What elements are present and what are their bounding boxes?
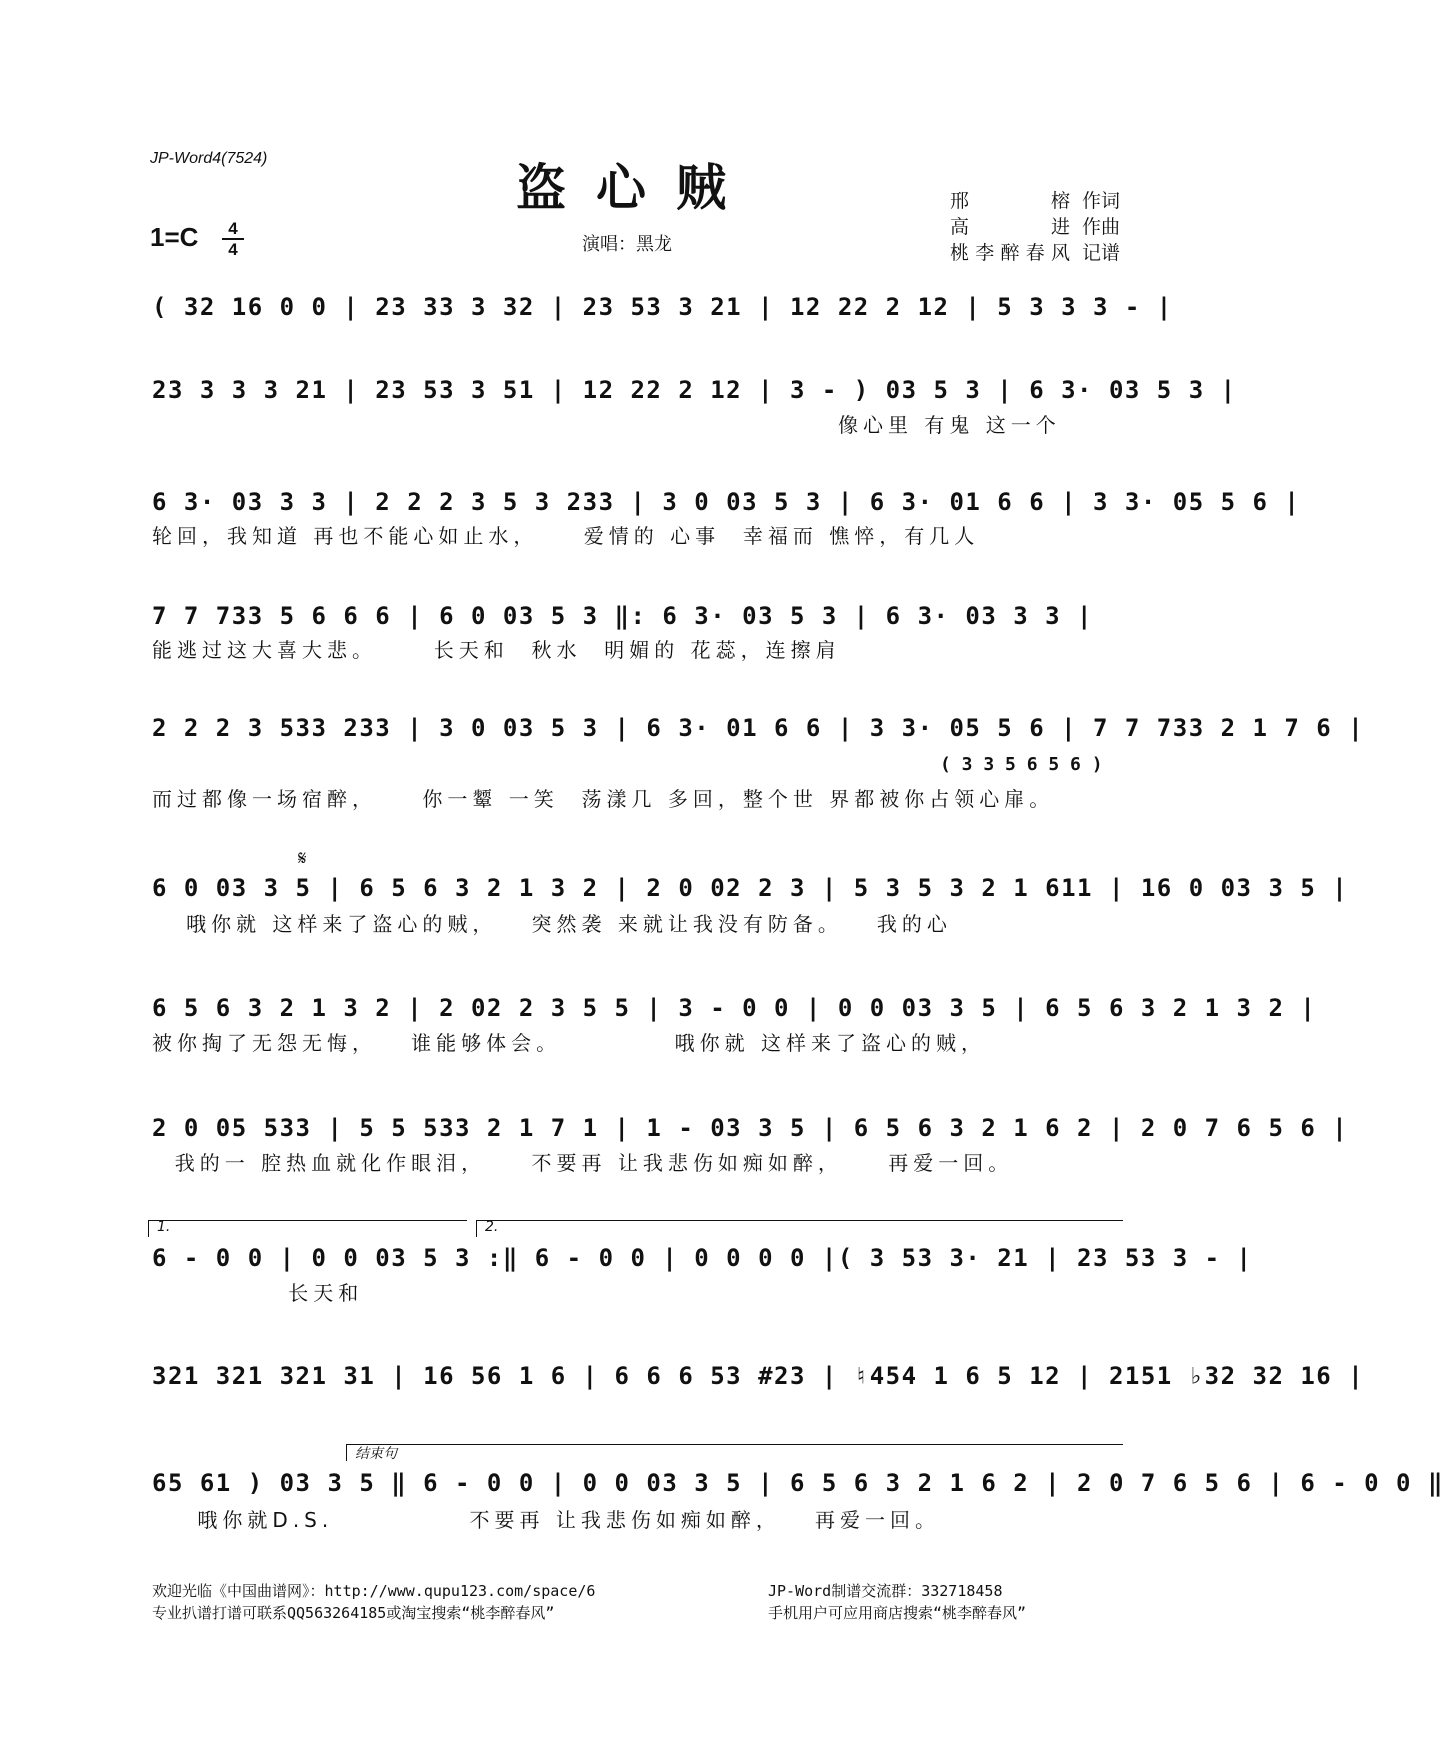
- score-line-11: 65 61 ) 03 3 5 ‖ 6 - 0 0 | 0 0 03 3 5 | 6 5 6 3 2 1 6 2 | 2 0 7 6 5 6 | 6 - 0 0 ‖: [152, 1469, 1444, 1497]
- score-line-6: 6 0 03 3 5 | 6 5 6 3 2 1 3 2 | 2 0 02 2 3 | 5 3 5 3 2 1 611 | 16 0 03 3 5 |: [152, 874, 1349, 902]
- score-line-8: 2 0 05 533 | 5 5 533 2 1 7 1 | 1 - 03 3 5 | 6 5 6 3 2 1 6 2 | 2 0 7 6 5 6 |: [152, 1114, 1349, 1142]
- lyric-line-4: 能逃过这大喜大悲。 长天和 秋水 明媚的 花蕊，连擦肩: [152, 638, 841, 662]
- lyric-line-5: 而过都像一场宿醉， 你一颦 一笑 荡漾几 多回，整个世 界都被你占领心扉。: [152, 787, 1055, 811]
- score-line-10: 321 321 321 31 | 16 56 1 6 | 6 6 6 53 #23 | ♮454 1 6 5 12 | 2151 ♭32 32 16 |: [152, 1362, 1365, 1390]
- transcriber-credit: [950, 238, 1120, 265]
- composer-credit: [950, 212, 1120, 239]
- footer-left-line-2: 专业扒谱打谱可联系QQ563264185或淘宝搜索“桃李醉春风”: [152, 1604, 555, 1622]
- lyricist-credit: [950, 186, 1120, 213]
- footer-right-line-2: 手机用户可应用商店搜索“桃李醉春风”: [768, 1604, 1027, 1622]
- ending-bracket: [346, 1444, 1123, 1461]
- credit-name: 邢 榕: [950, 190, 1070, 212]
- volta-1-bracket: [148, 1220, 467, 1237]
- lyric-line-8: 我的一 腔热血就化作眼泪， 不要再 让我悲伤如痴如醉， 再爱一回。: [152, 1151, 1014, 1175]
- segno-sign: 𝄋: [298, 846, 307, 870]
- score-line-5: 2 2 2 3 533 233 | 3 0 03 5 3 | 6 3· 01 6 6 | 3 3· 05 5 6 | 7 7 733 2 1 7 6 |: [152, 714, 1365, 742]
- credit-name: 桃李醉春风: [950, 242, 1070, 264]
- lyric-line-3: 轮回，我知道 再也不能心如止水， 爱情的 心事 幸福而 憔悴，有几人: [152, 524, 980, 548]
- time-sig-top: 4: [228, 219, 238, 238]
- lyric-line-2: 像心里 有鬼 这一个: [838, 413, 1061, 437]
- volta-2-bracket: [476, 1220, 1123, 1237]
- ending-label: 结束句: [355, 1446, 397, 1462]
- time-sig-bottom: 4: [228, 240, 238, 259]
- key-signature: 1=C: [150, 222, 199, 252]
- volta-2-label: 2.: [485, 1219, 499, 1235]
- credit-role: 作曲: [1082, 216, 1121, 238]
- score-line-1: ( 32 16 0 0 | 23 33 3 32 | 23 53 3 21 | 12 22 2 12 | 5 3 3 3 - |: [152, 293, 1173, 321]
- credit-role: 记谱: [1082, 242, 1121, 264]
- song-title: 盗心贼: [516, 158, 756, 217]
- time-signature: [222, 220, 244, 258]
- singer-credit: 演唱：黑龙: [582, 234, 672, 255]
- lyric-line-7: 被你掏了无怨无悔， 谁能够体会。 哦你就 这样来了盗心的贼，: [152, 1031, 987, 1055]
- footer-right-line-1: JP-Word制谱交流群：332718458: [768, 1582, 1003, 1600]
- credit-role: 作词: [1082, 190, 1121, 212]
- harmony-note: ( 3 3 5 6 5 6 ): [940, 754, 1103, 775]
- footer-left-line-1: 欢迎光临《中国曲谱网》：http://www.qupu123.com/space/6: [152, 1582, 596, 1600]
- score-line-2: 23 3 3 3 21 | 23 53 3 51 | 12 22 2 12 | 3 - ) 03 5 3 | 6 3· 03 5 3 |: [152, 376, 1237, 404]
- credit-name: 高 进: [950, 216, 1070, 238]
- score-line-7: 6 5 6 3 2 1 3 2 | 2 02 2 3 5 5 | 3 - 0 0 | 0 0 03 3 5 | 6 5 6 3 2 1 3 2 |: [152, 994, 1317, 1022]
- score-line-3: 6 3· 03 3 3 | 2 2 2 3 5 3 233 | 3 0 03 5 3 | 6 3· 01 6 6 | 3 3· 05 5 6 |: [152, 488, 1301, 516]
- lyric-line-6: 哦你就 这样来了盗心的贼， 突然袭 来就让我没有防备。 我的心: [152, 912, 952, 936]
- lyric-line-11: 哦你就D.S. 不要再 让我悲伤如痴如醉， 再爱一回。: [152, 1508, 940, 1532]
- score-line-9: 6 - 0 0 | 0 0 03 5 3 :‖ 6 - 0 0 | 0 0 0 0 |( 3 53 3· 21 | 23 53 3 - |: [152, 1244, 1253, 1272]
- volta-1-label: 1.: [157, 1219, 171, 1235]
- score-line-4: 7 7 733 5 6 6 6 | 6 0 03 5 3 ‖: 6 3· 03 5 3 | 6 3· 03 3 3 |: [152, 602, 1094, 630]
- app-tag: JP-Word4(7524): [150, 150, 268, 167]
- lyric-line-9: 长天和: [152, 1281, 364, 1305]
